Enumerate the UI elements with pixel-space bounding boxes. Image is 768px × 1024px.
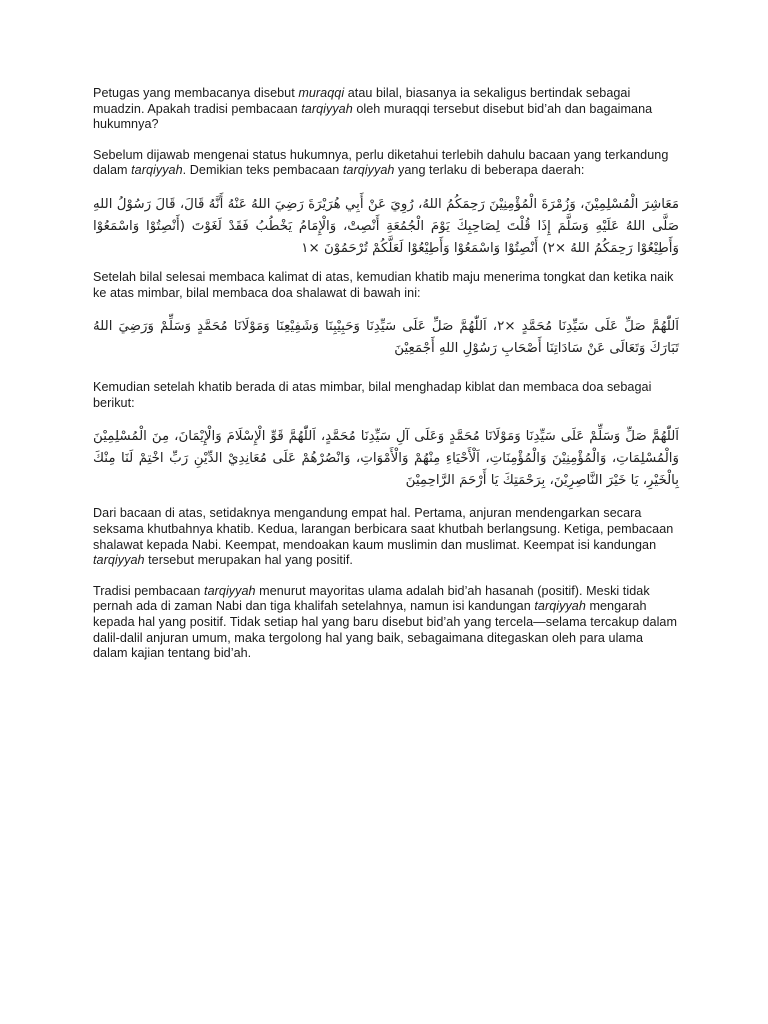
text-run: tersebut merupakan hal yang positif.: [144, 553, 353, 568]
paragraph-intro: [93, 86, 679, 133]
arabic-text-shalawat: اَللّٰهُمَّ صَلِّ عَلَى سَيِّدِنَا مُحَمَّدٍ ×٢، اَللّٰهُمَّ صَلِّ عَلَى سَيِّدِنَا وَحَبِيْبِنَا وَشَفِيْعِنَا وَمَوْلَانَا مُحَمَّدٍ وَسَلِّمْ وَرَضِيَ اللهُ تَبَارَكَ وَتَعَالَى عَنْ سَادَاتِنَا أَصْحَابِ رَسُوْلِ اللهِ أَجْمَعِيْنَ: [93, 319, 679, 357]
text-run: Dari bacaan di atas, setidaknya mengandung empat hal. Pertama, anjuran mendengarkan secara seksama khutbahnya khatib. Kedua, larangan berbicara saat khutbah berlangsung. Ketiga, pembacaan shalawat kepada Nabi. Keempat, mendoakan kaum muslimin dan muslimat. Keempat isi kandungan: [93, 506, 674, 552]
text-run: atau bilal, biasanya ia sekaligus bertindak sebagai muadzin. Apakah tradisi pembacaan: [93, 86, 631, 116]
paragraph-empat-hal: [93, 506, 679, 568]
text-run: mengarah kepada hal yang positif. Tidak setiap hal yang baru disebut bid’ah yang tercela—selama tercakup dalam dalil-dalil anjuran umum, maka tergolong hal yang baik, sebagaimana ditegaskan oleh para ulama dalam kajian tentang bid’ah.: [93, 599, 678, 661]
italic-term: tarqiyyah: [131, 163, 183, 178]
text-run: Sebelum dijawab mengenai status hukumnya, perlu diketahui terlebih dahulu bacaan yang terkandung dalam: [93, 147, 669, 178]
italic-term: muraqqi: [298, 86, 345, 100]
text-run: oleh muraqqi tersebut disebut bid’ah dan bagaimana hukumnya?: [93, 101, 653, 132]
text-run: Petugas yang membacanya disebut: [93, 86, 299, 100]
paragraph-bilal-shalawat: Setelah bilal selesai membaca kalimat di atas, kemudian khatib maju menerima tongkat dan ketika naik ke atas mimbar, bilal membaca doa shalawat di bawah ini:: [93, 269, 674, 300]
paragraph-status: [93, 148, 679, 179]
italic-term: tarqiyyah: [93, 553, 145, 568]
italic-term: tarqiyyah: [534, 599, 586, 614]
text-run: Tradisi pembacaan: [93, 583, 205, 598]
arabic-text-doa: اَللّٰهُمَّ صَلِّ وَسَلِّمْ عَلَى سَيِّدِنَا وَمَوْلَانَا مُحَمَّدٍ وَعَلَى آلِ سَيِّدِنَا مُحَمَّدٍ، اَللّٰهُمَّ قَوِّ الْإِسْلَامَ وَالْإِيْمَانَ، مِنَ الْمُسْلِمِيْنَ وَالْمُسْلِمَاتِ، وَالْمُؤْمِنِيْنَ وَالْمُؤْمِنَاتِ، اَلْأَحْيَاءِ مِنْهُمْ وَالْأَمْوَاتِ، وَانْصُرْهُمْ عَلَى مُعَانِدِيْ الدِّيْنِ رَبِّ اخْتِمْ لَنَا مِنْكَ بِالْخَيْرِ، يَا خَيْرَ النَّاصِرِيْنَ، بِرَحْمَتِكَ يَا أَرْحَمَ الرَّاحِمِيْنَ: [93, 429, 679, 489]
text-run: menurut mayoritas ulama adalah bid’ah hasanah (positif). Meski tidak pernah ada di zaman Nabi dan tiga khalifah setelahnya, namun isi kandungan: [93, 583, 650, 614]
text-run: yang terlaku di beberapa daerah:: [394, 163, 585, 178]
text-run: . Demikian teks pembacaan: [182, 163, 343, 178]
italic-term: tarqiyyah: [342, 163, 395, 178]
italic-term: tarqiyyah: [301, 101, 353, 116]
paragraph-bidah-hasanah: [93, 584, 679, 662]
italic-term: tarqiyyah: [204, 583, 256, 598]
paragraph-khatib-mimbar: Kemudian setelah khatib berada di atas mimbar, bilal menghadap kiblat dan membaca doa sebagai berikut:: [93, 380, 652, 410]
arabic-text-tarqiyyah: مَعَاشِرَ الْمُسْلِمِيْنَ، وَزُمْرَةَ الْمُؤْمِنِيْنَ رَحِمَكُمُ اللهُ، رُوِيَ عَنْ أَبِي هُرَيْرَةَ رَضِيَ اللهُ عَنْهُ أَنَّهُ قَالَ، قَالَ رَسُوْلُ اللهِ صَلَّى اللهُ عَلَيْهِ وَسَلَّمَ إِذَا قُلْتَ لِصَاحِبِكَ يَوْمَ الْجُمُعَةِ أَنْصِتْ، وَالْإِمَامُ يَخْطُبُ فَقَدْ لَغَوْتَ (أَنْصِتُوْا وَاسْمَعُوْا وَأَطِيْعُوْا رَحِمَكُمُ اللهُ ×٢) أَنْصِتُوْا وَاسْمَعُوْا وَأَطِيْعُوْا لَعَلَّكُمْ تُرْحَمُوْنَ ×١: [93, 196, 679, 256]
document-page: [93, 86, 679, 677]
